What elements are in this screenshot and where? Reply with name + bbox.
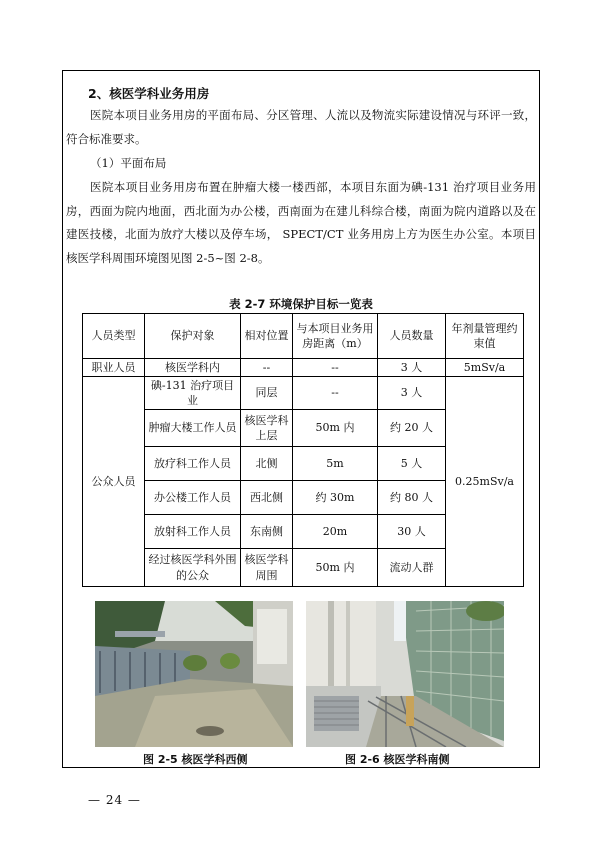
photo-west-side <box>95 601 293 747</box>
cell-position: 核医学科上层 <box>241 410 293 447</box>
cell-count: 30 人 <box>378 515 446 549</box>
layout-paragraph: 医院本项目业务用房布置在肿瘤大楼一楼西部，本项目东面为碘-131 治疗项目业务用房，西面为院内地面，西北面为办公楼，西南面为在建儿科综合楼，南面为院内道路以及在建医技楼，北面为放疗大楼以及停车场， SPECT/CT 业务用房上方为医生办公室。本项目核医学科周围环境图见图 2-5~图 2-8。 <box>66 180 536 265</box>
intro-paragraph: 医院本项目业务用房的平面布局、分区管理、人流以及物流实际建设情况与环评一致，符合标准要求。 <box>66 108 536 146</box>
cell-distance: 20m <box>293 515 378 549</box>
header-cell: 人员数量 <box>378 314 446 359</box>
cell-position: 西北侧 <box>241 481 293 515</box>
cell-object: 碘-131 治疗项目业 <box>145 377 241 410</box>
photo-south-side <box>306 601 504 747</box>
subheading-layout: （1）平面布局 <box>90 156 167 170</box>
cell-distance: 5m <box>293 447 378 481</box>
cell-position: 北侧 <box>241 447 293 481</box>
table-header-row <box>83 314 524 359</box>
cell-object: 办公楼工作人员 <box>145 481 241 515</box>
cell-distance: 50m 内 <box>293 549 378 587</box>
cell-count: 3 人 <box>378 377 446 410</box>
table-caption: 表 2-7 环境保护目标一览表 <box>229 297 373 311</box>
header-cell: 与本项目业务用房距离（m） <box>293 314 378 359</box>
cell-type: 职业人员 <box>83 359 145 377</box>
cell-type: 公众人员 <box>83 377 145 587</box>
cell-object: 核医学科内 <box>145 359 241 377</box>
cell-distance: 50m 内 <box>293 410 378 447</box>
cell-position: -- <box>241 359 293 377</box>
cell-count: 约 80 人 <box>378 481 446 515</box>
cell-count: 5 人 <box>378 447 446 481</box>
cell-object: 放射科工作人员 <box>145 515 241 549</box>
figure-caption-west: 图 2-5 核医学科西侧 <box>143 753 248 766</box>
cell-distance: 约 30m <box>293 481 378 515</box>
table-row <box>83 359 524 377</box>
figure-caption-south: 图 2-6 核医学科南侧 <box>345 753 450 766</box>
cell-position: 东南侧 <box>241 515 293 549</box>
cell-distance: -- <box>293 377 378 410</box>
cell-object: 经过核医学科外围的公众 <box>145 549 241 587</box>
cell-distance: -- <box>293 359 378 377</box>
cell-object: 放疗科工作人员 <box>145 447 241 481</box>
cell-count: 流动人群 <box>378 549 446 587</box>
cell-count: 3 人 <box>378 359 446 377</box>
cell-position: 核医学科周围 <box>241 549 293 587</box>
header-cell: 年剂量管理约束值 <box>446 314 524 359</box>
cell-object: 肿瘤大楼工作人员 <box>145 410 241 447</box>
cell-limit: 5mSv/a <box>446 359 524 377</box>
header-cell: 保护对象 <box>145 314 241 359</box>
cell-count: 约 20 人 <box>378 410 446 447</box>
cell-position: 同层 <box>241 377 293 410</box>
header-cell: 相对位置 <box>241 314 293 359</box>
table-row <box>83 377 524 410</box>
header-cell: 人员类型 <box>83 314 145 359</box>
section-heading: 2、核医学科业务用房 <box>88 86 210 101</box>
cell-limit: 0.25mSv/a <box>446 377 524 587</box>
protection-targets-table <box>82 313 524 587</box>
page-number: — 24 — <box>88 793 141 807</box>
